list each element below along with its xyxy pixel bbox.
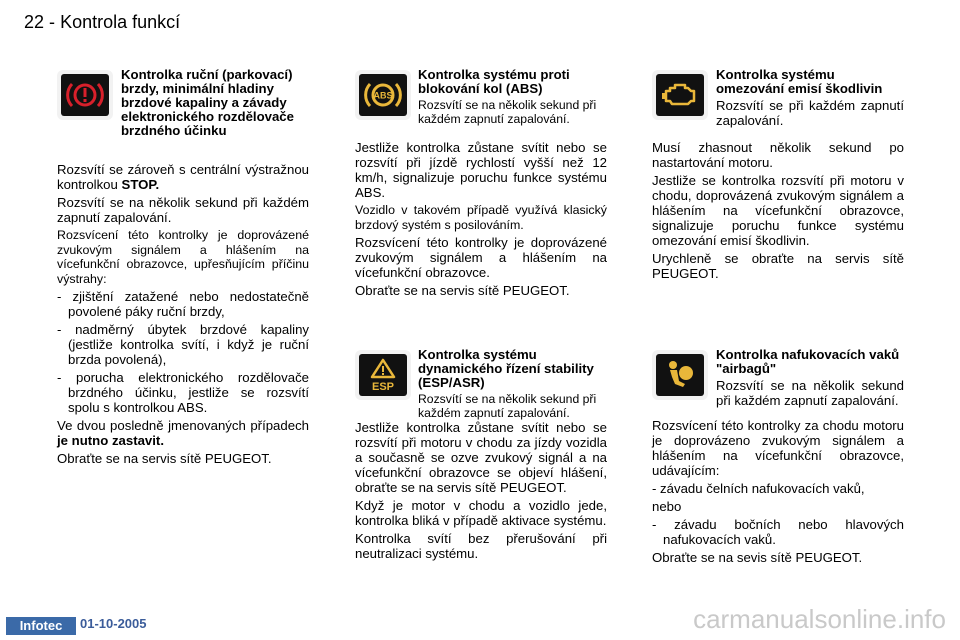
airbag-p2: Obraťte se na sevis sítě PEUGEOT.: [652, 550, 863, 565]
abs-p2: Vozidlo v takovém případě využívá klasický brzdový systém s posilováním.: [355, 203, 607, 232]
airbag-warning-icon: [652, 350, 708, 400]
header-separator: -: [49, 12, 56, 32]
esp-p3: Kontrolka svítí bez přerušování při neutralizaci systému.: [355, 531, 607, 561]
parking-brake-p3: Rozsvícení této kontrolky je doprovázené zvukovým signálem a hlášením na vícefunkční obrazovce, upřesňujícím příčinu výstrahy:: [57, 228, 309, 286]
abs-p1: Jestliže kontrolka zůstane svítit nebo se rozsvítí při jízdě rychlostí vyšší než 12 km/h, signalizuje poruchu funkce systému ABS.: [355, 140, 607, 200]
abs-p3: Rozsvícení této kontrolky je doprovázené zvukovým signálem a hlášením na vícefunkční obrazovce.: [355, 235, 607, 280]
parking-brake-p4: [57, 418, 309, 448]
abs-subtitle: Rozsvítí se na několik sekund při každém zapnutí zapalování.: [418, 98, 597, 126]
emissions-title: Kontrolka systému omezování emisí škodlivin: [716, 67, 883, 96]
airbag-subtitle: Rozsvítí se na několik sekund při každém zapnutí zapalování.: [716, 378, 904, 408]
emissions-subtitle: Rozsvítí se při každém zapnutí zapalování.: [716, 98, 904, 128]
parking-brake-item-2: - nadměrný úbytek brzdové kapaliny (jestliže kontrolka svítí, i když je ruční brzda povolená),: [57, 322, 309, 367]
parking-brake-warning-icon: [57, 70, 113, 120]
esp-p1: Jestliže kontrolka zůstane svítit nebo se rozsvítí při motoru v chodu za jízdy vozidla a současně se ozve zvukový signál a na vícefunkční obrazovce se objeví hlášení, obraťte se na servis sítě PEUGEOT.: [355, 420, 607, 495]
parking-brake-p4-bold: je nutno zastavit.: [57, 433, 164, 448]
parking-brake-body: [57, 162, 309, 469]
esp-body: [355, 420, 607, 564]
parking-brake-p1-text: Rozsvítí se zároveň s centrální výstražnou kontrolkou: [57, 162, 309, 192]
page-header: [24, 12, 180, 33]
airbag-title: Kontrolka nafukovacích vaků "airbagů": [716, 347, 900, 376]
parking-brake-heading: [121, 68, 311, 138]
emissions-p3: Urychleně se obraťte na servis sítě PEUGEOT.: [652, 251, 904, 281]
footer-date: 01-10-2005: [80, 616, 147, 631]
parking-brake-item-1: - zjištění zatažené nebo nedostatečně povolené páky ruční brzdy,: [57, 289, 309, 319]
airbag-item-1: - závadu čelních nafukovacích vaků,: [652, 481, 865, 496]
airbag-item-3: - závadu bočních nebo hlavových nafukovacích vaků.: [652, 517, 904, 547]
esp-warning-icon: [355, 350, 411, 400]
page-title: Kontrola funkcí: [60, 12, 181, 32]
emissions-heading: [716, 68, 904, 128]
airbag-body: [652, 418, 904, 568]
esp-title: Kontrolka systému dynamického řízení stability (ESP/ASR): [418, 347, 594, 390]
parking-brake-p1-bold: STOP.: [121, 177, 160, 192]
parking-brake-p4-text: Ve dvou posledně jmenovaných případech: [57, 418, 309, 433]
esp-p2: Když je motor v chodu a vozidlo jede, kontrolka bliká v případě aktivace systému.: [355, 498, 607, 528]
abs-warning-icon: [355, 70, 411, 120]
emissions-body: [652, 140, 904, 284]
abs-body: [355, 140, 607, 301]
parking-brake-p5: Obraťte se na servis sítě PEUGEOT.: [57, 451, 272, 466]
infotec-logo: Infotec: [6, 617, 76, 635]
parking-brake-item-3: - porucha elektronického rozdělovače brzdného účinku, jestliže se rozsvítí spolu s kontrolkou ABS.: [57, 370, 309, 415]
emissions-p2: Jestliže se kontrolka rozsvítí při motoru v chodu, doprovázená zvukovým signálem a hlášením na vícefunkční obrazovce, signalizuje poruchu funkce systému omezování emisí škodlivin.: [652, 173, 904, 248]
abs-p4: Obraťte se na servis sítě PEUGEOT.: [355, 283, 570, 298]
parking-brake-p2: Rozsvítí se na několik sekund při každém zapnutí zapalování.: [57, 195, 309, 225]
airbag-heading: [716, 348, 904, 408]
watermark: carmanualsonline.info: [693, 604, 946, 634]
esp-icon-text: ESP: [371, 381, 395, 393]
emissions-p1: Musí zhasnout několik sekund po nastartování motoru.: [652, 140, 904, 170]
esp-heading: [418, 348, 608, 420]
esp-subtitle: Rozsvítí se na několik sekund při každém zapnutí zapalování.: [418, 392, 597, 420]
abs-icon-text: ABS: [373, 90, 393, 101]
airbag-item-2: nebo: [652, 499, 682, 514]
abs-title: Kontrolka systému proti blokování kol (ABS): [418, 67, 570, 96]
engine-check-warning-icon: [652, 70, 708, 120]
page-number: 22: [24, 12, 45, 32]
parking-brake-p1: [57, 162, 309, 192]
airbag-p1: Rozsvícení této kontrolky za chodu motoru je doprovázeno zvukovým signálem a hlášením na vícefunkční obrazovce, udávajícím:: [652, 418, 904, 478]
abs-heading: [418, 68, 608, 126]
parking-brake-title: Kontrolka ruční (parkovací) brzdy, minimální hladiny brzdové kapaliny a závady elektronického rozdělovače brzdného účinku: [121, 67, 294, 138]
